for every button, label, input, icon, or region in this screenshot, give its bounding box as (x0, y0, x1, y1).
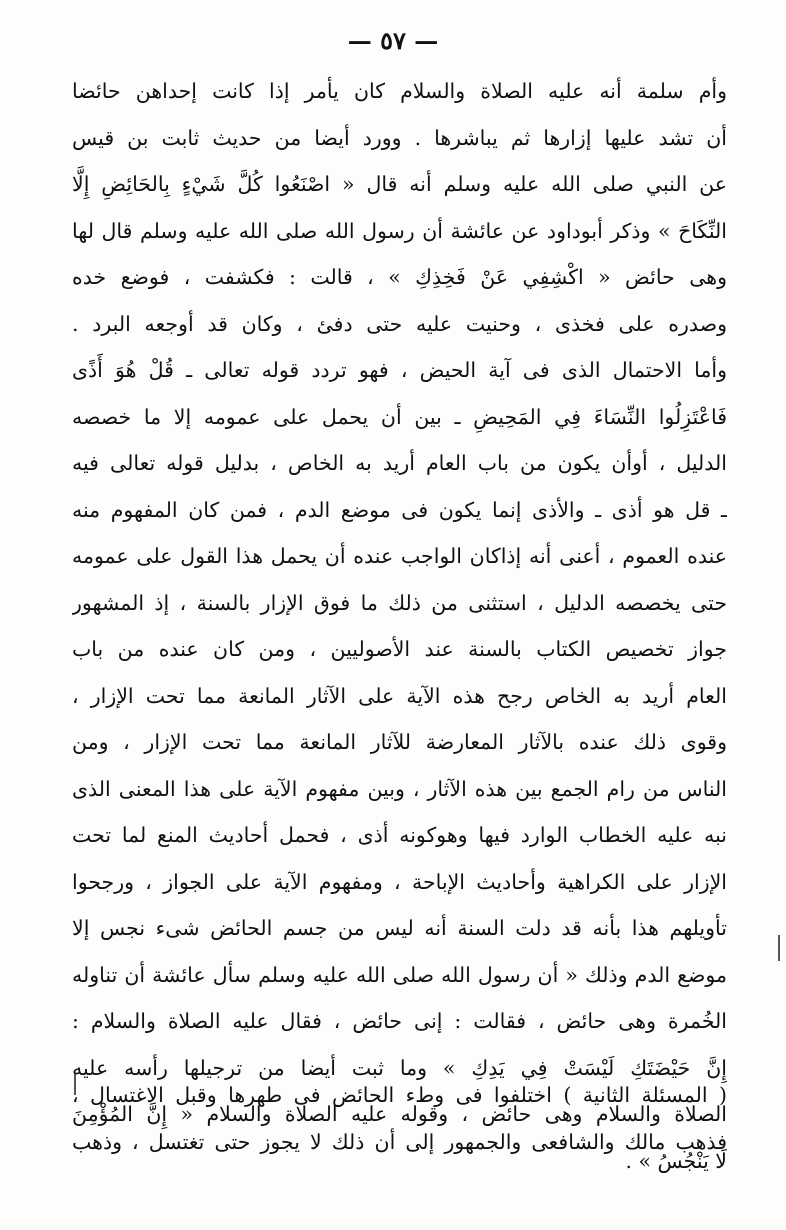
text-line: وهى حائض « اكْشِفِي عَنْ فَخِذِكِ » ، قالت : فكشفت ، فوضع خده (72, 265, 727, 289)
text-line: ـ قل هو أذى ـ والأذى إنما يكون فى موضع الدم ، فمن كان المفهوم منه (72, 497, 727, 522)
main-text-block (72, 68, 727, 1184)
text-line: الناس من رام الجمع بين هذه الآثار ، وبين مفهوم الآية على هذا المعنى الذى (72, 776, 727, 801)
text-line: حتى يخصصه الدليل ، استثنى من ذلك ما فوق الإزار بالسنة ، إذ المشهور (72, 590, 727, 615)
text-line: وأما الاحتمال الذى فى آية الحيض ، فهو تردد قوله تعالى ـ قُلْ هُوَ أَذًى (72, 358, 727, 382)
issue-line: فذهب مالك والشافعى والجمهور إلى أن ذلك لا يجوز حتى تغتسل ، وذهب (72, 1129, 727, 1154)
second-issue-block (72, 1072, 727, 1165)
text-line: تأويلهم هذا بأنه قد دلت السنة أنه ليس من جسم الحائض شىء نجس إلا (72, 916, 727, 940)
text-line: نبه عليه الخطاب الوارد فيها وهوكونه أذى ، فحمل أحاديث المنع لما تحت (72, 823, 727, 847)
text-line: الدليل ، أوأن يكون من باب العام أريد به الخاص ، بدليل قوله تعالى فيه (72, 451, 727, 475)
text-line: لَا يَنْجُسُ » . (625, 1148, 727, 1173)
text-line: عن النبي صلى الله عليه وسلم أنه قال « اصْنَعُوا كُلَّ شَيْءٍ بِالحَائِضِ إِلَّا (72, 172, 727, 196)
text-line: موضع الدم وذلك « أن رسول الله صلى الله عليه وسلم سأل عائشة أن تناوله (72, 962, 727, 987)
text-line: وقوى ذلك عنده بالآثار المعارضة للآثار المانعة مما تحت الإزار ، ومن (72, 730, 727, 754)
text-line: عنده العموم ، أعنى أنه إذاكان الواجب عنده أن يحمل هذا القول على عمومه (72, 544, 727, 568)
text-line: فَاعْتَزِلُوا النِّسَاءَ فِي المَحِيضِ ـ بين أن يحمل على عمومه إلا ما خصصه (72, 404, 727, 429)
text-line: النِّكَاحَ » وذكر أبوداود عن عائشة أن رسول الله صلى الله عليه وسلم قال لها (72, 218, 727, 243)
page-number: — ٥٧ — (347, 26, 439, 55)
text-line: إِنَّ حَيْضَتَكِ لَيْسَتْ فِي يَدِكِ » وما ثبت أيضا من ترجيلها رأسه عليه (72, 1055, 727, 1080)
text-line: جواز تخصيص الكتاب بالسنة عند الأصوليين ، ومن كان عنده من باب (72, 637, 727, 661)
text-line: الصلاة والسلام وهى حائض ، وقوله عليه الصلاة والسلام « إِنَّ المُؤْمِنَ (72, 1102, 727, 1126)
text-line: أن تشد عليها إزارها ثم يباشرها . وورد أيضا من حديث ثابت بن قيس (72, 125, 727, 150)
text-line: العام أريد به الخاص رجح هذه الآية على الآثار المانعة مما تحت الإزار ، (72, 683, 727, 708)
text-line: وأم سلمة أنه عليه الصلاة والسلام كان يأمر إذا كانت إحداهن حائضا (72, 79, 727, 103)
text-line: الخُمرة وهى حائض ، فقالت : إنى حائض ، فقال عليه الصلاة والسلام : (72, 1009, 727, 1033)
text-line: الإزار على الكراهية وأحاديث الإباحة ، ومفهوم الآية على الجواز ، ورجحوا (72, 869, 727, 894)
issue-line: ( المسئلة الثانية ) اختلفوا فى وطء الحائض فى طهرها وقبل الاغتسال ، (72, 1083, 727, 1107)
scan-edge-mark (778, 935, 780, 961)
text-line: وصدره على فخذى ، وحنيت عليه حتى دفئ ، وكان قد أوجعه البرد . (72, 311, 727, 336)
